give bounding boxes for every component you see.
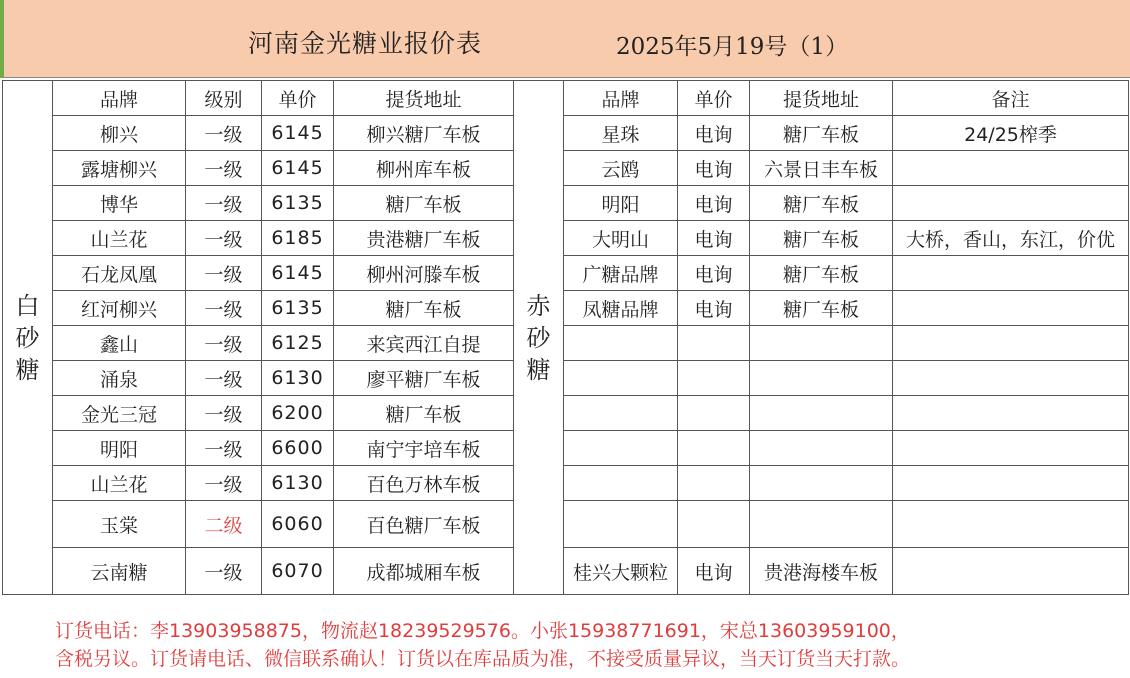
red-sugar-brand: 广糖品牌 (564, 256, 678, 291)
red-sugar-brand (564, 396, 678, 431)
white-sugar-brand: 山兰花 (53, 221, 186, 256)
red-sugar-price: 电询 (678, 256, 750, 291)
table-row (3, 116, 1129, 151)
white-sugar-grade: 一级 (186, 396, 262, 431)
table-row (3, 326, 1129, 361)
white-sugar-brand: 云南糖 (53, 548, 186, 595)
white-sugar-address: 柳兴糖厂车板 (334, 116, 514, 151)
red-sugar-note (893, 466, 1129, 501)
column-header: 提货地址 (750, 81, 893, 116)
table-header-row (3, 81, 1129, 116)
table-row (3, 431, 1129, 466)
column-header: 备注 (893, 81, 1129, 116)
column-header: 品牌 (564, 81, 678, 116)
white-sugar-price: 6145 (262, 151, 334, 186)
table-row (3, 501, 1129, 548)
red-sugar-price: 电询 (678, 548, 750, 595)
red-sugar-note: 24/25榨季 (893, 116, 1129, 151)
footer-terms-line: 含税另议。订货请电话、微信联系确认！订货以在库品质为准，不接受质量异议，当天订货当天打款。 (55, 648, 911, 670)
white-sugar-address: 糖厂车板 (334, 186, 514, 221)
red-sugar-price: 电询 (678, 116, 750, 151)
red-sugar-address: 贵港海楼车板 (750, 548, 893, 595)
white-sugar-address: 成都城厢车板 (334, 548, 514, 595)
price-table (2, 80, 1129, 595)
white-sugar-address: 糖厂车板 (334, 291, 514, 326)
red-sugar-price: 电询 (678, 291, 750, 326)
white-sugar-address: 贵港糖厂车板 (334, 221, 514, 256)
white-sugar-brand: 红河柳兴 (53, 291, 186, 326)
white-sugar-price: 6600 (262, 431, 334, 466)
red-sugar-brand: 云鸥 (564, 151, 678, 186)
red-sugar-price (678, 466, 750, 501)
white-sugar-price: 6135 (262, 186, 334, 221)
white-sugar-address: 柳州库车板 (334, 151, 514, 186)
red-sugar-address: 糖厂车板 (750, 291, 893, 326)
footer-contact-line: 订货电话：李13903958875，物流赵18239529576。小张15938771691，宋总13603959100， (55, 620, 910, 642)
title-bar (0, 0, 1130, 78)
white-sugar-label: 白 砂 糖 (3, 81, 53, 595)
red-sugar-brand (564, 501, 678, 548)
white-sugar-grade: 一级 (186, 548, 262, 595)
white-sugar-price: 6130 (262, 361, 334, 396)
page-date: 2025年5月19号（1） (616, 34, 849, 60)
white-sugar-grade: 一级 (186, 466, 262, 501)
white-sugar-grade: 一级 (186, 431, 262, 466)
white-sugar-address: 糖厂车板 (334, 396, 514, 431)
red-sugar-address: 糖厂车板 (750, 256, 893, 291)
red-sugar-note (893, 396, 1129, 431)
white-sugar-brand: 玉棠 (53, 501, 186, 548)
white-sugar-brand: 露塘柳兴 (53, 151, 186, 186)
red-sugar-brand (564, 326, 678, 361)
red-sugar-price (678, 326, 750, 361)
red-sugar-brand: 凤糖品牌 (564, 291, 678, 326)
page-title: 河南金光糖业报价表 (248, 29, 483, 58)
white-sugar-price: 6130 (262, 466, 334, 501)
white-sugar-price: 6145 (262, 116, 334, 151)
table-row (3, 186, 1129, 221)
white-sugar-price: 6070 (262, 548, 334, 595)
column-header: 级别 (186, 81, 262, 116)
white-sugar-address: 廖平糖厂车板 (334, 361, 514, 396)
red-sugar-price (678, 431, 750, 466)
white-sugar-grade: 一级 (186, 326, 262, 361)
column-header: 单价 (678, 81, 750, 116)
white-sugar-address: 来宾西江自提 (334, 326, 514, 361)
red-sugar-note (893, 151, 1129, 186)
red-sugar-note (893, 501, 1129, 548)
order-footer (55, 617, 910, 673)
white-sugar-address: 柳州河滕车板 (334, 256, 514, 291)
white-sugar-brand: 柳兴 (53, 116, 186, 151)
red-sugar-address (750, 466, 893, 501)
white-sugar-price: 6200 (262, 396, 334, 431)
red-sugar-address: 六景日丰车板 (750, 151, 893, 186)
white-sugar-price: 6145 (262, 256, 334, 291)
red-sugar-note (893, 431, 1129, 466)
white-sugar-grade: 一级 (186, 116, 262, 151)
column-header: 单价 (262, 81, 334, 116)
table-row (3, 396, 1129, 431)
red-sugar-price: 电询 (678, 221, 750, 256)
red-sugar-address (750, 396, 893, 431)
white-sugar-grade: 一级 (186, 291, 262, 326)
title-accent (0, 0, 4, 78)
red-sugar-address: 糖厂车板 (750, 186, 893, 221)
white-sugar-brand: 石龙凤凰 (53, 256, 186, 291)
red-sugar-brand: 星珠 (564, 116, 678, 151)
red-sugar-label: 赤 砂 糖 (514, 81, 564, 595)
red-sugar-price (678, 361, 750, 396)
white-sugar-grade: 二级 (186, 501, 262, 548)
red-sugar-brand: 大明山 (564, 221, 678, 256)
white-sugar-brand: 金光三冠 (53, 396, 186, 431)
red-sugar-note (893, 291, 1129, 326)
red-sugar-note (893, 256, 1129, 291)
white-sugar-brand: 山兰花 (53, 466, 186, 501)
red-sugar-address: 糖厂车板 (750, 116, 893, 151)
white-sugar-brand: 明阳 (53, 431, 186, 466)
red-sugar-brand (564, 466, 678, 501)
table-row (3, 151, 1129, 186)
table-row (3, 256, 1129, 291)
red-sugar-address (750, 431, 893, 466)
white-sugar-grade: 一级 (186, 151, 262, 186)
white-sugar-address: 南宁宇培车板 (334, 431, 514, 466)
table-row (3, 361, 1129, 396)
red-sugar-note (893, 326, 1129, 361)
white-sugar-address: 百色糖厂车板 (334, 501, 514, 548)
red-sugar-price: 电询 (678, 151, 750, 186)
white-sugar-price: 6060 (262, 501, 334, 548)
red-sugar-address: 糖厂车板 (750, 221, 893, 256)
table-row (3, 291, 1129, 326)
red-sugar-brand (564, 431, 678, 466)
white-sugar-price: 6135 (262, 291, 334, 326)
white-sugar-brand: 涌泉 (53, 361, 186, 396)
column-header: 品牌 (53, 81, 186, 116)
red-sugar-note: 大桥，香山，东江，价优 (893, 221, 1129, 256)
red-sugar-price (678, 396, 750, 431)
red-sugar-address (750, 501, 893, 548)
white-sugar-brand: 鑫山 (53, 326, 186, 361)
white-sugar-address: 百色万林车板 (334, 466, 514, 501)
red-sugar-price (678, 501, 750, 548)
table-row (3, 548, 1129, 595)
white-sugar-price: 6125 (262, 326, 334, 361)
white-sugar-grade: 一级 (186, 361, 262, 396)
red-sugar-address (750, 326, 893, 361)
red-sugar-brand (564, 361, 678, 396)
white-sugar-grade: 一级 (186, 221, 262, 256)
red-sugar-address (750, 361, 893, 396)
red-sugar-note (893, 548, 1129, 595)
red-sugar-brand: 明阳 (564, 186, 678, 221)
column-header: 提货地址 (334, 81, 514, 116)
white-sugar-grade: 一级 (186, 186, 262, 221)
table-row (3, 221, 1129, 256)
white-sugar-price: 6185 (262, 221, 334, 256)
red-sugar-brand: 桂兴大颗粒 (564, 548, 678, 595)
red-sugar-price: 电询 (678, 186, 750, 221)
red-sugar-note (893, 361, 1129, 396)
white-sugar-grade: 一级 (186, 256, 262, 291)
red-sugar-note (893, 186, 1129, 221)
white-sugar-brand: 博华 (53, 186, 186, 221)
table-row (3, 466, 1129, 501)
